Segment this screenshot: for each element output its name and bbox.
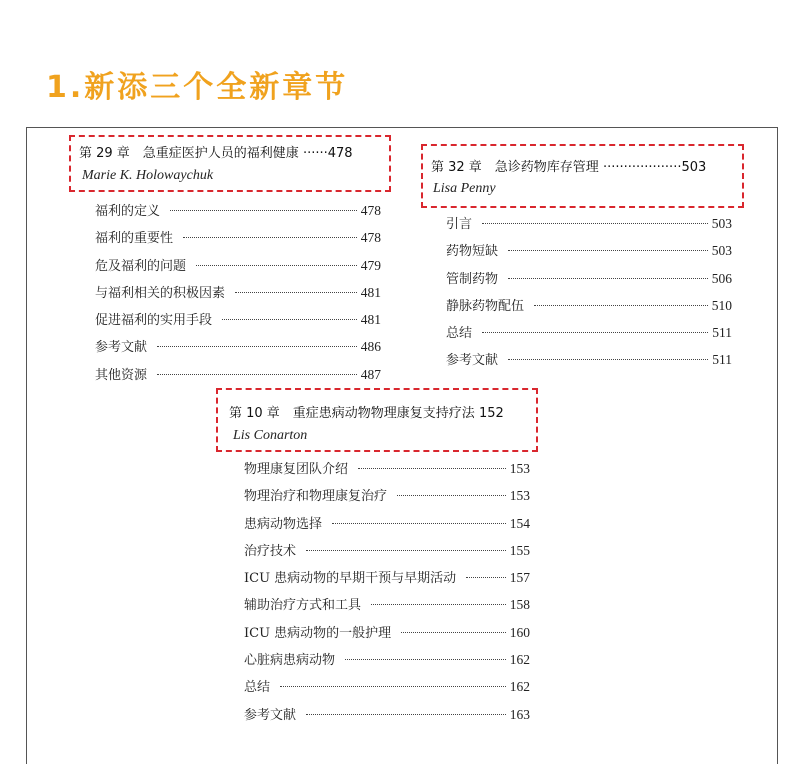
- toc-entry: [95, 255, 381, 282]
- dot-leader: [508, 250, 708, 251]
- dot-leader: [183, 237, 357, 238]
- toc-entry-page: 162: [509, 679, 530, 695]
- toc-entry: [446, 322, 732, 349]
- toc-entry-label: 与福利相关的积极因素: [95, 285, 226, 301]
- toc-entry-page: 162: [509, 652, 530, 668]
- dot-leader: [170, 210, 357, 211]
- dot-leader: [508, 278, 708, 279]
- toc-entry-label: 参考文献: [244, 707, 297, 723]
- dot-leader: [306, 714, 506, 715]
- toc-entry: [244, 676, 530, 703]
- dot-leader: [482, 332, 708, 333]
- toc-entry-page: 157: [509, 570, 530, 586]
- toc-entry-page: 478: [360, 203, 381, 218]
- toc-entry: [446, 295, 732, 322]
- toc-entry-page: 153: [509, 488, 530, 504]
- toc-entry: [244, 622, 530, 649]
- toc-entry: [446, 213, 732, 240]
- dot-leader: [332, 523, 506, 524]
- dot-leader: [196, 265, 357, 266]
- toc-entry-page: 511: [712, 325, 732, 341]
- toc-entry-page: 160: [509, 624, 530, 640]
- dot-leader: [280, 686, 506, 687]
- toc-entry-label: 其他资源: [95, 367, 148, 383]
- toc-entry: [244, 458, 530, 485]
- toc-entry: [244, 513, 530, 540]
- toc-entry-label: 参考文献: [95, 340, 148, 356]
- dot-leader: [466, 577, 506, 578]
- toc-entry-page: 503: [711, 243, 732, 259]
- dot-leader: [157, 374, 357, 375]
- chapter-32-toc: [446, 213, 732, 377]
- dot-leader: [397, 495, 506, 496]
- dot-leader: [235, 292, 357, 293]
- toc-entry-label: 福利的定义: [95, 204, 161, 219]
- toc-entry-label: 治疗技术: [244, 543, 297, 559]
- toc-entry-label: 福利的重要性: [95, 231, 174, 247]
- dot-leader: [157, 346, 357, 347]
- dot-leader: [358, 468, 506, 469]
- toc-entry-label: 药物短缺: [446, 244, 499, 260]
- toc-entry-label: 危及福利的问题: [95, 258, 187, 274]
- chapter-10-toc: [244, 458, 530, 731]
- toc-entry: [244, 704, 530, 731]
- toc-entry: [244, 594, 530, 621]
- toc-entry: [95, 200, 381, 227]
- toc-entry-label: 引言: [446, 217, 473, 232]
- toc-entry-page: 481: [360, 312, 381, 328]
- toc-entry-page: 487: [360, 366, 381, 382]
- toc-entry-label: 管制药物: [446, 271, 499, 287]
- chapter-29-author: Marie K. Holowaychuk: [82, 168, 214, 183]
- chapter-29-toc: [95, 200, 381, 391]
- toc-entry-label: 总结: [244, 680, 271, 696]
- toc-entry-page: 478: [360, 230, 381, 246]
- toc-entry-page: 163: [509, 706, 530, 722]
- chapter-10-title: 第 10 章 重症患病动物物理康复支持疗法 152: [229, 406, 504, 421]
- dot-leader: [401, 632, 506, 633]
- toc-entry-label: 物理康复团队介绍: [244, 462, 349, 477]
- toc-entry-label: 总结: [446, 326, 473, 342]
- toc-entry-page: 154: [509, 515, 530, 531]
- toc-entry: [95, 282, 381, 309]
- toc-entry-page: 158: [509, 597, 530, 613]
- dot-leader: [222, 319, 357, 320]
- book-page: [26, 127, 778, 764]
- toc-entry: [446, 268, 732, 295]
- toc-entry-page: 481: [360, 284, 381, 300]
- toc-entry: [244, 540, 530, 567]
- dot-leader: [534, 305, 708, 306]
- page-heading: 1.新添三个全新章节: [46, 70, 349, 105]
- dot-leader: [345, 659, 506, 660]
- toc-entry-label: 静脉药物配伍: [446, 298, 525, 314]
- toc-entry-page: 503: [711, 216, 732, 231]
- toc-entry: [244, 649, 530, 676]
- dot-leader: [371, 604, 506, 605]
- toc-entry-label: 辅助治疗方式和工具: [244, 598, 362, 614]
- toc-entry: [95, 227, 381, 254]
- toc-entry-label: 物理治疗和物理康复治疗: [244, 489, 388, 505]
- toc-entry-page: 155: [509, 542, 530, 558]
- toc-entry-page: 486: [360, 339, 381, 355]
- toc-entry-label: 心脏病患病动物: [244, 653, 336, 669]
- dot-leader: [482, 223, 708, 224]
- toc-entry: [244, 567, 530, 594]
- toc-entry-page: 506: [711, 270, 732, 286]
- chapter-32-author: Lisa Penny: [433, 181, 496, 196]
- dot-leader: [508, 359, 708, 360]
- dot-leader: [306, 550, 506, 551]
- chapter-10-author: Lis Conarton: [233, 428, 308, 443]
- toc-entry: [446, 240, 732, 267]
- toc-entry-page: 479: [360, 257, 381, 273]
- toc-entry-label: 促进福利的实用手段: [95, 313, 213, 329]
- chapter-29-title: 第 29 章 急重症医护人员的福利健康 ······478: [79, 146, 353, 161]
- toc-entry-page: 153: [509, 461, 530, 476]
- chapter-32-title: 第 32 章 急诊药物库存管理 ···················503: [431, 160, 707, 175]
- toc-entry: [244, 485, 530, 512]
- toc-entry: [95, 364, 381, 391]
- toc-entry-label: 患病动物选择: [244, 516, 323, 532]
- toc-entry-label: 参考文献: [446, 353, 499, 369]
- toc-entry: [95, 309, 381, 336]
- toc-entry-label: ICU 患病动物的早期干预与早期活动: [244, 571, 457, 587]
- toc-entry-label: ICU 患病动物的一般护理: [244, 625, 392, 641]
- toc-entry: [95, 336, 381, 363]
- toc-entry-page: 511: [712, 352, 732, 368]
- toc-entry: [446, 349, 732, 376]
- chapter-32-box: [421, 144, 744, 208]
- toc-entry-page: 510: [711, 297, 732, 313]
